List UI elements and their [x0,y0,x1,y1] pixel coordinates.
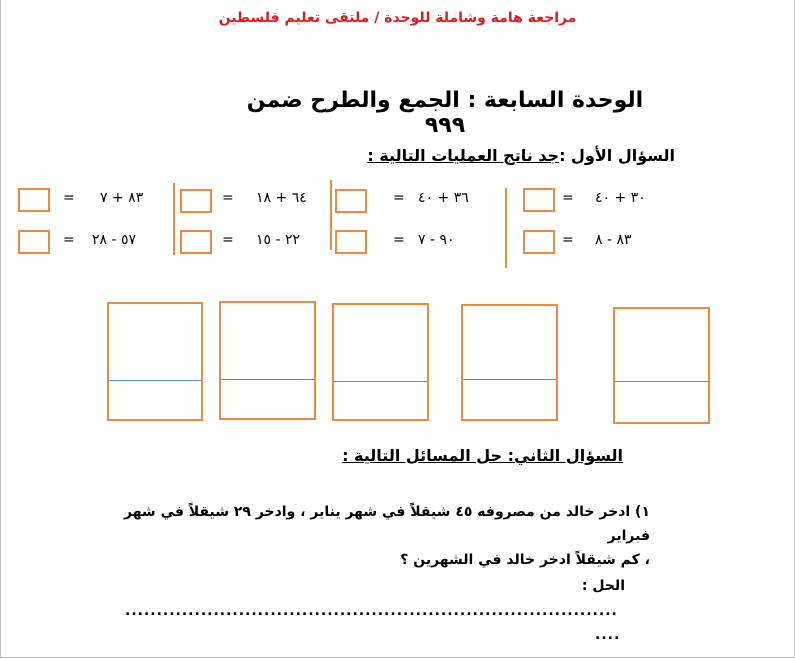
equals-sign: = [222,232,234,248]
column-divider [173,183,175,255]
answer-box[interactable] [18,188,50,212]
work-box[interactable] [332,303,429,421]
column-divider [330,180,332,250]
operation-col4-row2: ٥٧ - ٢٨ [92,232,137,248]
work-box[interactable] [219,301,316,420]
operation-col4-row1: ٨٣ + ٧ [100,190,144,206]
operation-col2-row1: ٣٦ + ٤٠ [418,190,469,206]
answer-box[interactable] [523,230,555,254]
work-box[interactable] [613,307,710,424]
column-divider [505,188,507,268]
work-box-divider [334,381,427,382]
work-box-divider [615,381,708,382]
question-two-heading: السؤال الثاني: حل المسائل التالية : [342,446,623,465]
work-box-divider [221,379,314,380]
operation-col1-row2: ٨٣ - ٨ [595,232,632,248]
header-banner: مراجعة هامة وشاملة للوحدة / ملتقى تعليم فلسطين [218,10,577,26]
answer-dotted-line[interactable]: .............................................................................. [125,603,618,619]
equals-sign: = [222,190,234,206]
equals-sign: = [562,232,574,248]
equals-sign: = [63,232,75,248]
equals-sign: = [393,232,405,248]
answer-box[interactable] [335,230,367,254]
operation-col3-row2: ٢٢ - ١٥ [256,232,301,248]
work-box-divider [463,379,556,380]
question-one-label: السؤال الأول : [559,146,675,165]
work-box[interactable] [107,302,203,421]
question-one-instruction: جد ناتج العمليات التالية : [367,146,560,165]
page-title: الوحدة السابعة : الجمع والطرح ضمن ٩٩٩ [246,88,644,138]
operation-col3-row1: ٦٤ + ١٨ [256,190,307,206]
equals-sign: = [393,190,405,206]
word-problem-1 [110,500,650,572]
work-box[interactable] [461,304,558,421]
operation-col2-row2: ٩٠ - ٧ [418,232,455,248]
question-one-heading [367,146,675,165]
solution-label: الحل : [581,578,625,594]
work-box-divider [109,380,201,381]
word-problem-1-line1: ١) ادخر خالد من مصروفه ٤٥ شيقلاً في شهر يناير ، وادخر ٢٩ شيقلاً في شهر فبراير [123,504,650,544]
equals-sign: = [63,190,75,206]
answer-box[interactable] [18,230,50,254]
operation-col1-row1: ٣٠ + ٤٠ [595,190,646,206]
answer-box[interactable] [523,188,555,212]
answer-box[interactable] [180,230,212,254]
word-problem-1-line2: ، كم شيقلاً ادخر خالد في الشهرين ؟ [400,552,650,568]
equals-sign: = [562,190,574,206]
answer-box[interactable] [180,189,212,213]
answer-dotted-line[interactable]: .... [595,627,621,643]
answer-box[interactable] [335,189,367,213]
